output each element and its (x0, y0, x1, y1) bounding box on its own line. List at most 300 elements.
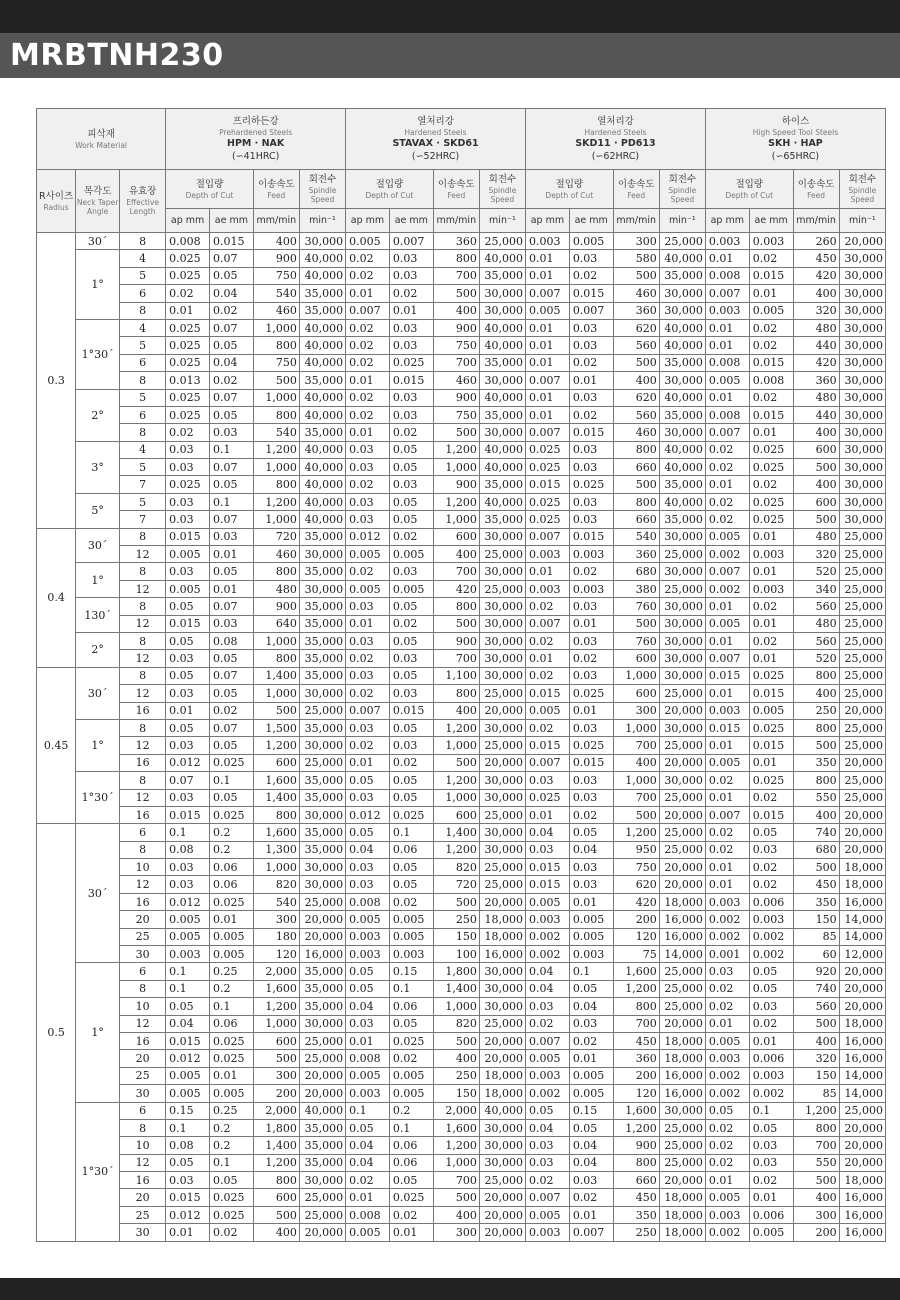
ap-cell: 0.005 (705, 754, 749, 771)
ae-cell: 0.005 (569, 1067, 613, 1084)
ap-cell: 0.003 (705, 302, 749, 319)
ae-cell: 0.003 (569, 580, 613, 597)
feed-cell: 500 (433, 754, 479, 771)
ap-cell: 0.007 (526, 615, 570, 632)
speed-cell: 25,000 (839, 598, 885, 615)
ae-cell: 0.02 (209, 372, 253, 389)
ae-cell: 0.05 (569, 980, 613, 997)
ap-cell: 0.01 (526, 267, 570, 284)
ae-cell: 0.02 (749, 1172, 793, 1189)
ae-cell: 0.03 (389, 685, 433, 702)
feed-cell: 660 (613, 459, 659, 476)
speed-cell: 14,000 (839, 928, 885, 945)
ap-cell: 0.02 (166, 424, 210, 441)
ap-cell: 0.01 (705, 685, 749, 702)
speed-cell: 25,000 (839, 737, 885, 754)
ae-cell: 0.03 (749, 1137, 793, 1154)
speed-cell: 30,000 (839, 285, 885, 302)
speed-cell: 25,000 (839, 546, 885, 563)
feed-cell: 800 (253, 337, 299, 354)
speed-cell: 30,000 (479, 772, 525, 789)
length-cell: 8 (120, 302, 166, 319)
table-row (37, 980, 886, 997)
table-row (37, 580, 886, 597)
speed-cell: 35,000 (299, 719, 345, 736)
ae-cell: 0.008 (749, 372, 793, 389)
ap-cell: 0.02 (166, 285, 210, 302)
feed-kr: 이송속도 (617, 178, 655, 190)
feed-cell: 1,200 (253, 1154, 299, 1171)
speed-cell: 14,000 (839, 1067, 885, 1084)
speed-cell: 20,000 (479, 1206, 525, 1223)
ap-cell: 0.01 (346, 285, 390, 302)
feed-cell: 620 (613, 389, 659, 406)
speed-cell: 35,000 (299, 650, 345, 667)
ae-cell: 0.01 (209, 1067, 253, 1084)
ap-cell: 0.08 (166, 1137, 210, 1154)
feed-cell: 680 (793, 841, 839, 858)
ap-cell: 0.005 (346, 1224, 390, 1241)
taper-kr: 목각도 (83, 186, 112, 197)
ae-cell: 0.02 (749, 789, 793, 806)
length-cell: 25 (120, 928, 166, 945)
ae-cell: 0.01 (389, 302, 433, 319)
speed-cell: 35,000 (299, 963, 345, 980)
taper-angle-cell: 5° (76, 493, 120, 528)
feed-cell: 400 (793, 476, 839, 493)
speed-cell: 40,000 (479, 441, 525, 458)
feed-cell: 750 (253, 354, 299, 371)
speed-cell: 20,000 (839, 806, 885, 823)
feed-cell: 1,000 (613, 772, 659, 789)
ap-cell: 0.03 (346, 459, 390, 476)
length-cell: 8 (120, 841, 166, 858)
feed-cell: 150 (793, 911, 839, 928)
ae-cell: 0.003 (749, 546, 793, 563)
feed-cell: 800 (253, 650, 299, 667)
ap-cell: 0.005 (526, 1206, 570, 1223)
speed-cell: 20,000 (659, 806, 705, 823)
feed-cell: 350 (793, 754, 839, 771)
length-cell: 5 (120, 389, 166, 406)
ap-cell: 0.04 (526, 980, 570, 997)
feed-cell: 800 (433, 250, 479, 267)
feed-cell: 1,200 (253, 737, 299, 754)
material-3-en: Hardened Steels (584, 127, 647, 137)
speed-cell: 35,000 (299, 841, 345, 858)
speed-cell: 25,000 (479, 737, 525, 754)
taper-angle-cell: 1°30´ (76, 772, 120, 824)
ae-cell: 0.015 (749, 406, 793, 423)
ap-cell: 0.02 (346, 319, 390, 336)
speed-cell: 30,000 (479, 719, 525, 736)
table-row (37, 459, 886, 476)
ap-cell: 0.02 (346, 563, 390, 580)
ae-cell: 0.05 (209, 737, 253, 754)
ae-cell: 0.05 (569, 824, 613, 841)
feed-cell: 120 (613, 1085, 659, 1102)
ae-cell: 0.07 (209, 719, 253, 736)
speed-cell: 40,000 (659, 459, 705, 476)
ap-cell: 0.07 (166, 772, 210, 789)
feed-cell: 1,000 (433, 1154, 479, 1171)
feed-cell: 360 (613, 1050, 659, 1067)
feed-cell: 400 (793, 424, 839, 441)
ae-cell: 0.025 (749, 719, 793, 736)
table-row (37, 493, 886, 510)
ap-cell: 0.03 (526, 841, 570, 858)
feed-cell: 1,000 (253, 389, 299, 406)
feed-cell: 820 (433, 859, 479, 876)
ae-cell: 0.03 (389, 650, 433, 667)
feed-cell: 250 (613, 1224, 659, 1241)
feed-cell: 500 (253, 1206, 299, 1223)
unit-ae: ae mm (389, 209, 433, 233)
feed-kr: 이송속도 (797, 178, 835, 190)
ae-cell: 0.05 (389, 859, 433, 876)
ap-cell: 0.02 (346, 650, 390, 667)
feed-cell: 900 (253, 598, 299, 615)
ae-cell: 0.05 (749, 963, 793, 980)
speed-cell: 30,000 (839, 476, 885, 493)
feed-cell: 600 (433, 528, 479, 545)
doc-header-4 (705, 170, 793, 209)
ae-cell: 0.003 (749, 911, 793, 928)
ae-cell: 0.002 (749, 1085, 793, 1102)
ap-cell: 0.01 (166, 302, 210, 319)
length-cell: 12 (120, 737, 166, 754)
feed-kr: 이송속도 (258, 178, 295, 190)
ap-cell: 0.01 (526, 806, 570, 823)
ae-cell: 0.007 (569, 302, 613, 319)
taper-angle-cell: 1° (76, 963, 120, 1102)
ap-cell: 0.025 (526, 511, 570, 528)
feed-cell: 420 (613, 893, 659, 910)
table-row (37, 389, 886, 406)
length-cell: 12 (120, 546, 166, 563)
ae-cell: 0.07 (209, 250, 253, 267)
ae-cell: 0.03 (389, 406, 433, 423)
ap-cell: 0.03 (346, 493, 390, 510)
feed-cell: 1,800 (433, 963, 479, 980)
ap-cell: 0.04 (346, 841, 390, 858)
length-cell: 8 (120, 1119, 166, 1136)
feed-cell: 1,200 (433, 841, 479, 858)
length-cell: 6 (120, 1102, 166, 1119)
ae-cell: 0.05 (749, 980, 793, 997)
speed-cell: 20,000 (659, 876, 705, 893)
speed-cell: 30,000 (479, 632, 525, 649)
ae-cell: 0.03 (209, 424, 253, 441)
ap-cell: 0.03 (346, 441, 390, 458)
ae-cell: 0.1 (749, 1102, 793, 1119)
ap-cell: 0.002 (705, 911, 749, 928)
speed-cell: 16,000 (839, 1224, 885, 1241)
speed-cell: 20,000 (479, 702, 525, 719)
feed-cell: 700 (613, 1015, 659, 1032)
ap-cell: 0.025 (166, 337, 210, 354)
feed-cell: 440 (793, 406, 839, 423)
speed-cell: 25,000 (299, 1206, 345, 1223)
ap-cell: 0.04 (526, 1119, 570, 1136)
feed-cell: 1,200 (253, 493, 299, 510)
ap-cell: 0.05 (705, 1102, 749, 1119)
ae-cell: 0.03 (389, 319, 433, 336)
ap-cell: 0.01 (346, 372, 390, 389)
doc-en: Depth of Cut (725, 190, 774, 200)
table-row (37, 963, 886, 980)
radius-cell: 0.45 (37, 667, 76, 824)
ae-cell: 0.02 (749, 476, 793, 493)
ae-cell: 0.06 (389, 1154, 433, 1171)
feed-cell: 520 (793, 650, 839, 667)
speed-cell: 35,000 (299, 528, 345, 545)
feed-cell: 1,000 (433, 789, 479, 806)
ae-cell: 0.025 (209, 1032, 253, 1049)
speed-cell: 20,000 (659, 1172, 705, 1189)
speed-cell: 25,000 (659, 1154, 705, 1171)
speed-cell: 30,000 (479, 650, 525, 667)
speed-cell: 20,000 (839, 963, 885, 980)
doc-header-1 (166, 170, 254, 209)
ae-cell: 0.01 (749, 285, 793, 302)
ae-cell: 0.07 (209, 459, 253, 476)
table-row (37, 615, 886, 632)
length-cell: 30 (120, 1085, 166, 1102)
ap-cell: 0.04 (346, 998, 390, 1015)
ap-cell: 0.003 (705, 1050, 749, 1067)
ap-cell: 0.02 (526, 1172, 570, 1189)
ae-cell: 0.03 (389, 737, 433, 754)
ap-cell: 0.1 (166, 824, 210, 841)
ap-cell: 0.007 (705, 424, 749, 441)
ae-cell: 0.02 (389, 1206, 433, 1223)
ap-cell: 0.005 (705, 615, 749, 632)
table-body (37, 233, 886, 1242)
speed-cell: 35,000 (299, 1119, 345, 1136)
ap-cell: 0.003 (705, 702, 749, 719)
feed-cell: 1,000 (433, 459, 479, 476)
speed-cell: 30,000 (839, 511, 885, 528)
ap-cell: 0.02 (346, 737, 390, 754)
ae-cell: 0.005 (389, 911, 433, 928)
speed-cell: 35,000 (479, 267, 525, 284)
speed-cell: 20,000 (839, 233, 885, 250)
ap-cell: 0.025 (526, 493, 570, 510)
taper-angle-cell: 2° (76, 389, 120, 441)
ap-cell: 0.02 (526, 632, 570, 649)
ap-cell: 0.005 (526, 302, 570, 319)
feed-cell: 760 (613, 632, 659, 649)
ap-cell: 0.01 (526, 650, 570, 667)
ap-cell: 0.003 (705, 233, 749, 250)
table-row (37, 372, 886, 389)
ae-cell: 0.1 (389, 1119, 433, 1136)
table-row (37, 737, 886, 754)
length-cell: 10 (120, 859, 166, 876)
speed-cell: 18,000 (839, 876, 885, 893)
speed-cell: 30,000 (479, 424, 525, 441)
speed-cell: 18,000 (659, 1206, 705, 1223)
speed-cell: 20,000 (839, 980, 885, 997)
ap-cell: 0.007 (705, 650, 749, 667)
feed-cell: 1,000 (253, 859, 299, 876)
speed-cell: 25,000 (839, 1102, 885, 1119)
ae-cell: 0.05 (389, 459, 433, 476)
ae-cell: 0.04 (569, 1137, 613, 1154)
table-row (37, 267, 886, 284)
ae-cell: 0.25 (209, 963, 253, 980)
speed-cell: 25,000 (659, 1119, 705, 1136)
length-cell: 6 (120, 963, 166, 980)
material-header-3 (526, 109, 706, 170)
ap-cell: 0.005 (346, 546, 390, 563)
ap-cell: 0.012 (166, 754, 210, 771)
ae-cell: 0.01 (209, 546, 253, 563)
feed-cell: 60 (793, 946, 839, 963)
feed-header-1 (253, 170, 299, 209)
length-en: Effective Length (126, 198, 159, 216)
speed-cell: 35,000 (299, 563, 345, 580)
ap-cell: 0.015 (705, 719, 749, 736)
feed-cell: 300 (253, 1067, 299, 1084)
ae-cell: 0.005 (209, 946, 253, 963)
feed-cell: 1,000 (433, 737, 479, 754)
table-row (37, 337, 886, 354)
ap-cell: 0.02 (346, 354, 390, 371)
ap-cell: 0.005 (526, 702, 570, 719)
table-row (37, 302, 886, 319)
feed-cell: 660 (613, 1172, 659, 1189)
ap-cell: 0.013 (166, 372, 210, 389)
ae-cell: 0.02 (569, 354, 613, 371)
taper-header (76, 170, 120, 233)
speed-cell: 18,000 (479, 928, 525, 945)
ap-cell: 0.015 (526, 476, 570, 493)
feed-cell: 550 (793, 1154, 839, 1171)
speed-cell: 30,000 (659, 528, 705, 545)
ap-cell: 0.008 (346, 893, 390, 910)
feed-cell: 900 (433, 632, 479, 649)
unit-speed: min⁻¹ (479, 209, 525, 233)
feed-cell: 480 (793, 389, 839, 406)
speed-cell: 40,000 (299, 389, 345, 406)
speed-cell: 25,000 (299, 1189, 345, 1206)
ae-cell: 0.025 (209, 806, 253, 823)
ae-cell: 0.02 (569, 406, 613, 423)
speed-cell: 40,000 (659, 389, 705, 406)
ae-cell: 0.015 (209, 233, 253, 250)
ap-cell: 0.01 (705, 1172, 749, 1189)
ap-cell: 0.012 (166, 893, 210, 910)
ap-cell: 0.01 (705, 598, 749, 615)
feed-cell: 400 (793, 285, 839, 302)
length-cell: 5 (120, 337, 166, 354)
ap-cell: 0.005 (166, 1067, 210, 1084)
feed-cell: 320 (793, 302, 839, 319)
ap-cell: 0.03 (166, 493, 210, 510)
ap-cell: 0.002 (526, 1085, 570, 1102)
feed-cell: 460 (613, 285, 659, 302)
length-cell: 6 (120, 285, 166, 302)
feed-cell: 300 (793, 1206, 839, 1223)
speed-cell: 20,000 (839, 841, 885, 858)
doc-kr: 절입량 (735, 178, 763, 190)
speed-cell: 20,000 (299, 928, 345, 945)
speed-cell: 14,000 (659, 946, 705, 963)
ae-cell: 0.03 (389, 563, 433, 580)
length-cell: 8 (120, 667, 166, 684)
table-row (37, 1206, 886, 1223)
feed-cell: 700 (433, 650, 479, 667)
feed-cell: 500 (433, 285, 479, 302)
ap-cell: 0.05 (346, 772, 390, 789)
speed-cell: 18,000 (659, 1224, 705, 1241)
speed-cell: 20,000 (299, 1224, 345, 1241)
doc-header-2 (346, 170, 434, 209)
ae-cell: 0.05 (389, 667, 433, 684)
speed-cell: 30,000 (659, 372, 705, 389)
ap-cell: 0.007 (705, 285, 749, 302)
ap-cell: 0.007 (526, 528, 570, 545)
speed-cell: 40,000 (299, 354, 345, 371)
ae-cell: 0.005 (749, 302, 793, 319)
ae-cell: 0.03 (569, 772, 613, 789)
ap-cell: 0.02 (346, 685, 390, 702)
ae-cell: 0.05 (389, 719, 433, 736)
ap-cell: 0.003 (526, 546, 570, 563)
feed-cell: 520 (793, 563, 839, 580)
ae-cell: 0.03 (569, 598, 613, 615)
ae-cell: 0.03 (209, 615, 253, 632)
feed-cell: 500 (433, 424, 479, 441)
feed-cell: 600 (253, 754, 299, 771)
material-4-hrc: (∽65HRC) (771, 150, 820, 162)
table-row (37, 546, 886, 563)
ap-cell: 0.025 (526, 459, 570, 476)
feed-header-4 (793, 170, 839, 209)
ae-cell: 0.05 (569, 1119, 613, 1136)
doc-header-3 (526, 170, 614, 209)
ae-cell: 0.04 (209, 285, 253, 302)
feed-cell: 620 (613, 876, 659, 893)
ap-cell: 0.015 (526, 876, 570, 893)
table-row (37, 250, 886, 267)
feed-cell: 1,000 (253, 319, 299, 336)
length-cell: 7 (120, 476, 166, 493)
speed-cell: 16,000 (839, 1189, 885, 1206)
speed-cell: 30,000 (299, 737, 345, 754)
speed-en: Spindle Speed (488, 186, 517, 204)
taper-angle-cell: 2° (76, 632, 120, 667)
speed-cell: 35,000 (299, 424, 345, 441)
speed-cell: 30,000 (839, 441, 885, 458)
feed-cell: 1,200 (613, 980, 659, 997)
ae-cell: 0.05 (209, 685, 253, 702)
ap-cell: 0.007 (346, 302, 390, 319)
ae-cell: 0.15 (389, 963, 433, 980)
work-material-en: Work Material (75, 140, 128, 150)
ap-cell: 0.01 (705, 337, 749, 354)
length-cell: 8 (120, 772, 166, 789)
feed-cell: 480 (793, 528, 839, 545)
speed-cell: 30,000 (479, 998, 525, 1015)
table-row (37, 563, 886, 580)
speed-header-2 (479, 170, 525, 209)
speed-cell: 16,000 (839, 893, 885, 910)
ap-cell: 0.03 (166, 511, 210, 528)
table-row (37, 1154, 886, 1171)
